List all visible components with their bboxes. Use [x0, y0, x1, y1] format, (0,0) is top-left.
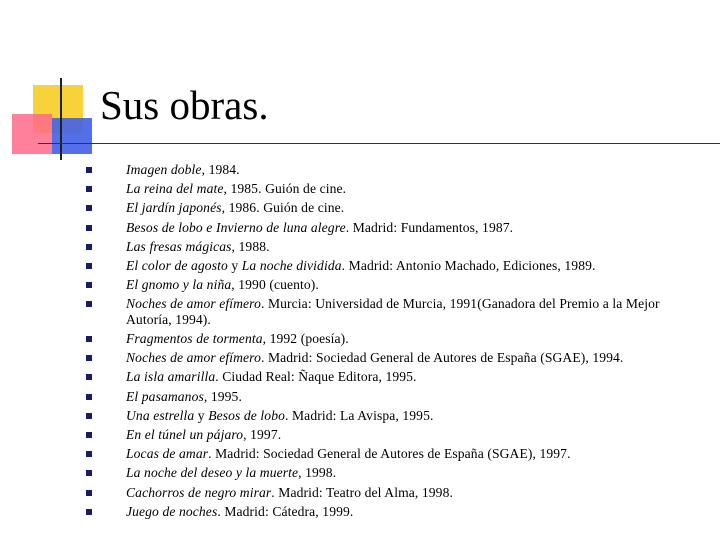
work-title: Fragmentos de tormenta [126, 331, 263, 347]
square-bullet-icon [86, 301, 92, 307]
square-bullet-icon [86, 355, 92, 361]
work-title: Locas de amar [126, 446, 209, 462]
list-item [0, 162, 720, 177]
work-title: Juego de noches [126, 503, 218, 519]
work-conjunction: y [194, 407, 209, 423]
square-bullet-icon [86, 374, 92, 380]
square-bullet-icon [86, 282, 92, 288]
decor-blue-square [52, 118, 92, 154]
work-title-second: La noche dividida [241, 258, 342, 274]
work-details: . Madrid: Antonio Machado, Ediciones, 1989. [341, 258, 596, 274]
work-title: El jardín japonés [126, 200, 222, 216]
list-item [0, 296, 720, 327]
square-bullet-icon [86, 470, 92, 476]
work-title: El pasamanos [126, 388, 204, 404]
square-bullet-icon [86, 167, 92, 173]
decor-red-square [12, 114, 52, 154]
work-title: La reina del mate [126, 181, 224, 197]
work-title: En el túnel un pájaro [126, 427, 244, 443]
square-bullet-icon [86, 263, 92, 269]
square-bullet-icon [86, 490, 92, 496]
work-details: , 1988. [231, 238, 270, 254]
work-details: . Murcia: Universidad de Murcia, 1991(Ganadora del Premio a la Mejor Autoría, 1994). [126, 296, 660, 327]
work-details: , 1998. [298, 465, 337, 481]
list-item [0, 277, 720, 292]
work-title: Cachorros de negro mirar [126, 484, 272, 500]
list-item [0, 446, 720, 461]
list-item [0, 504, 720, 519]
title-underline [38, 143, 720, 144]
work-title: La isla amarilla [126, 369, 216, 385]
work-title: Las fresas mágicas [126, 238, 232, 254]
work-details: , 1986. Guión de cine. [221, 200, 345, 216]
work-title-second: Besos de lobo [208, 407, 285, 423]
work-details: , 1984. [201, 162, 240, 177]
list-item [0, 389, 720, 404]
square-bullet-icon [86, 432, 92, 438]
work-details: . Madrid: Fundamentos, 1987. [345, 219, 514, 235]
square-bullet-icon [86, 244, 92, 250]
square-bullet-icon [86, 451, 92, 457]
work-details: . Ciudad Real: Ñaque Editora, 1995. [215, 369, 417, 385]
work-details: , 1985. Guión de cine. [223, 181, 347, 197]
works-list [0, 162, 720, 523]
work-title: Besos de lobo e Invierno de luna alegre [126, 219, 346, 235]
slide-title: Sus obras. [100, 82, 269, 128]
list-item [0, 350, 720, 365]
decor-vertical-line [60, 78, 62, 160]
work-title: El gnomo y la niña [126, 277, 232, 293]
list-item [0, 427, 720, 442]
work-details: . Madrid: Sociedad General de Autores de España (SGAE), 1994. [260, 350, 624, 366]
list-item [0, 200, 720, 215]
list-item [0, 369, 720, 384]
work-title: Imagen doble [126, 162, 202, 177]
work-details: . Madrid: La Avispa, 1995. [285, 407, 434, 423]
work-details: , 1990 (cuento). [231, 277, 319, 293]
list-item [0, 408, 720, 423]
work-title: Noches de amor efímero [126, 350, 261, 366]
square-bullet-icon [86, 509, 92, 515]
square-bullet-icon [86, 413, 92, 419]
list-item [0, 465, 720, 480]
square-bullet-icon [86, 225, 92, 231]
work-conjunction: y [227, 258, 242, 274]
square-bullet-icon [86, 336, 92, 342]
work-details: , 1995. [203, 388, 242, 404]
work-details: . Madrid: Cátedra, 1999. [217, 503, 354, 519]
square-bullet-icon [86, 205, 92, 211]
work-details: . Madrid: Sociedad General de Autores de España (SGAE), 1997. [208, 446, 571, 462]
work-title: Una estrella [126, 407, 195, 423]
work-details: , 1992 (poesía). [262, 331, 349, 347]
work-title: Noches de amor efímero [126, 296, 261, 312]
work-title: La noche del deseo y la muerte [126, 465, 299, 481]
list-item [0, 181, 720, 196]
square-bullet-icon [86, 394, 92, 400]
list-item [0, 258, 720, 273]
list-item [0, 239, 720, 254]
work-details: . Madrid: Teatro del Alma, 1998. [271, 484, 453, 500]
list-item [0, 331, 720, 346]
list-item [0, 220, 720, 235]
work-details: , 1997. [243, 427, 282, 443]
list-item [0, 485, 720, 500]
work-title: El color de agosto [126, 258, 228, 274]
square-bullet-icon [86, 186, 92, 192]
